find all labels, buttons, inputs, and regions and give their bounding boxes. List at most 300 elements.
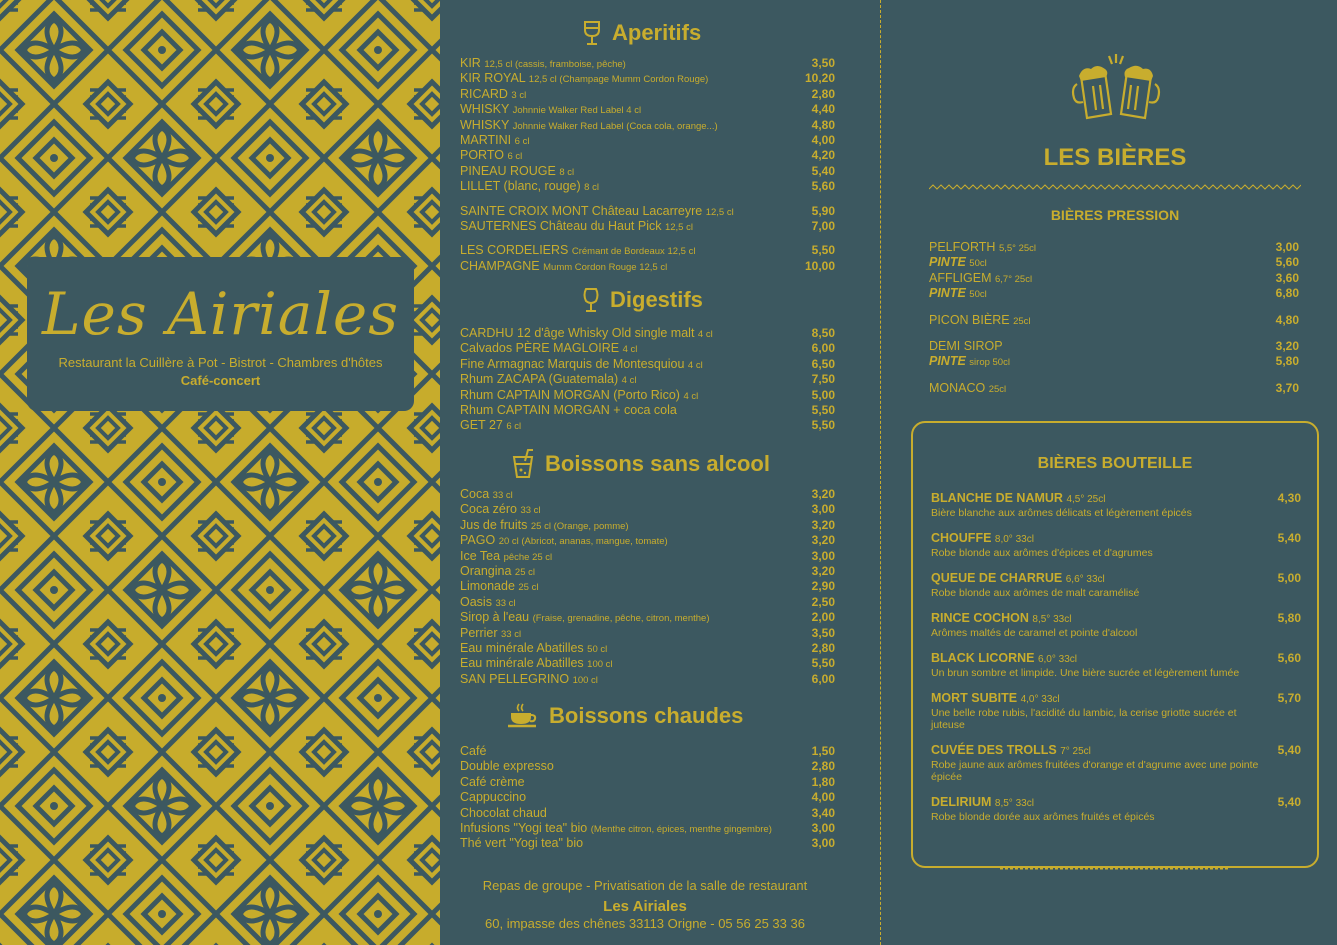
item-label: Calvados PÈRE MAGLOIRE — [460, 341, 620, 356]
item-label: WHISKY — [460, 117, 510, 132]
item-label: Coca — [460, 487, 490, 501]
item-label: SAN PELLEGRINO — [460, 671, 570, 686]
bottle-beer-line — [931, 531, 1301, 547]
menu-item — [460, 148, 835, 163]
bottle-beer-detail: 6,6° 33cl — [1065, 574, 1105, 585]
bottle-beer-detail: 6,0° 33cl — [1037, 654, 1077, 665]
item-name — [460, 204, 734, 220]
item-price: 3,20 — [1275, 338, 1299, 353]
menu-item — [929, 354, 1299, 369]
bottle-beer-description: Un brun sombre et limpide. Une bière sucrée et légèrement fumée — [931, 667, 1240, 679]
item-label: Café crème — [460, 774, 525, 789]
bottle-beer-label: RINCE COCHON — [931, 611, 1029, 625]
item-label: Limonade — [460, 579, 515, 594]
item-price: 3,50 — [811, 625, 835, 640]
bottle-beer-item — [931, 571, 1301, 599]
item-detail: 12,5 cl (cassis, framboise, pêche) — [484, 59, 626, 70]
item-price: 6,00 — [811, 671, 835, 686]
item-detail: 25cl — [1013, 315, 1031, 327]
bottle-beer-name — [931, 691, 1060, 707]
item-name — [929, 313, 1031, 329]
bottle-beer-item — [931, 795, 1301, 823]
bottle-beer-item — [931, 611, 1301, 639]
menu-item — [460, 204, 835, 219]
item-detail: 33 cl — [492, 490, 513, 501]
sans-alcool-heading — [511, 449, 770, 479]
item-name — [929, 271, 1032, 287]
bottle-beer-price: 5,00 — [1277, 571, 1301, 585]
item-price: 1,80 — [811, 774, 835, 789]
spacer — [460, 195, 835, 204]
item-name — [460, 326, 713, 342]
menu-item — [460, 656, 835, 671]
menu-item — [460, 641, 835, 656]
item-detail: 12,5 cl — [705, 206, 734, 218]
menu-item — [460, 259, 835, 274]
item-label: Oasis — [460, 594, 492, 609]
bottle-beer-price: 4,30 — [1277, 491, 1301, 505]
item-name — [929, 255, 987, 271]
menu-item — [929, 286, 1299, 301]
bottle-beer-name — [931, 531, 1034, 547]
menu-item — [460, 341, 835, 356]
bottle-beer-detail: 8,0° 33cl — [994, 534, 1034, 545]
menu-item — [460, 56, 835, 71]
menu-item — [460, 179, 835, 194]
item-detail: 6 cl — [514, 135, 530, 147]
bottle-beer-description: Bière blanche aux arômes délicats et légèrement épicés — [931, 507, 1192, 519]
item-detail: Mumm Cordon Rouge 12,5 cl — [543, 261, 668, 273]
item-name — [460, 372, 636, 388]
brandy-glass-icon — [582, 287, 600, 313]
menu-item — [460, 564, 835, 579]
item-detail: (Menthe citron, épices, menthe gingembre) — [590, 823, 772, 835]
item-detail: 25cl — [988, 383, 1007, 395]
bouteille-title: BIÈRES BOUTEILLE — [1037, 455, 1193, 472]
bottle-beer-description: Robe blonde aux arômes d'épices et d'agrumes — [931, 547, 1153, 559]
item-label: Infusions "Yogi tea" bio — [460, 820, 588, 835]
item-name — [460, 179, 599, 195]
menu-item — [460, 372, 835, 387]
item-name — [460, 56, 626, 72]
menu-item — [929, 381, 1299, 396]
menu-item — [460, 821, 835, 836]
item-label: LES CORDELIERS — [460, 243, 569, 258]
item-price: 10,20 — [804, 71, 835, 86]
bottle-beer-line — [931, 611, 1301, 627]
item-label: PAGO — [460, 533, 496, 548]
menu-item — [460, 326, 835, 341]
item-label: Eau minérale Abatilles — [460, 640, 584, 655]
bottle-beer-name — [931, 651, 1077, 667]
item-price: 3,00 — [811, 502, 835, 517]
item-label: KIR ROYAL — [460, 71, 526, 86]
decorative-pattern-panel — [0, 0, 440, 945]
item-detail: 12,5 cl (Champage Mumm Cordon Rouge) — [528, 74, 709, 86]
beer-mugs-icon — [1071, 54, 1161, 124]
item-name — [460, 403, 677, 418]
bottle-beer-item — [931, 491, 1301, 519]
item-label: Coca zéro — [460, 502, 517, 517]
brand-name: Les Airiales — [42, 280, 399, 348]
bottle-beer-name — [931, 795, 1034, 811]
item-price: 2,50 — [811, 594, 835, 609]
item-label: AFFLIGEM — [929, 270, 992, 285]
item-price: 3,20 — [811, 517, 835, 532]
menu-item — [460, 744, 835, 759]
item-name — [929, 339, 1003, 354]
item-label: MONACO — [929, 380, 986, 395]
item-price: 2,80 — [811, 759, 835, 774]
item-label: DEMI SIROP — [929, 338, 1003, 353]
sans-alcool-title: Boissons sans alcool — [545, 451, 770, 476]
bottle-beer-item — [931, 531, 1301, 559]
item-label: PINTE — [929, 255, 966, 270]
bottle-beer-line — [931, 691, 1301, 707]
menu-item — [929, 240, 1299, 255]
menu-item — [929, 339, 1299, 354]
item-name — [460, 564, 535, 580]
menu-item — [460, 87, 835, 102]
item-price: 10,00 — [804, 258, 835, 273]
item-price: 7,50 — [811, 372, 835, 387]
item-price: 2,00 — [811, 610, 835, 625]
item-price: 2,80 — [811, 640, 835, 655]
menu-item — [460, 806, 835, 821]
item-label: PINTE — [929, 354, 966, 369]
bottle-beer-description: Une belle robe rubis, l'acidité du lambic, la cerise griotte sucrée et juteuse — [931, 707, 1237, 731]
pression-title: BIÈRES PRESSION — [1050, 207, 1180, 223]
menu-item — [460, 403, 835, 418]
item-detail: pêche 25 cl — [503, 551, 553, 563]
bottle-beer-line — [931, 491, 1301, 507]
item-price: 5,40 — [811, 163, 835, 178]
menu-item — [929, 255, 1299, 270]
soda-glass-icon — [511, 449, 535, 479]
item-label: Perrier — [460, 625, 498, 640]
bottle-beer-description: Robe blonde dorée aux arômes fruités et épicés — [931, 811, 1155, 823]
aperitifs-list — [460, 56, 835, 274]
item-price: 5,50 — [811, 243, 835, 258]
bottle-beer-name — [931, 743, 1091, 759]
item-name — [460, 672, 598, 688]
column-divider — [880, 0, 881, 945]
item-detail: 4 cl — [622, 344, 638, 356]
item-price: 2,90 — [811, 579, 835, 594]
item-label: Sirop à l'eau — [460, 610, 530, 625]
menu-item — [460, 243, 835, 258]
item-label: PINTE — [929, 286, 966, 301]
bottle-beer-price: 5,70 — [1277, 691, 1301, 705]
beers-title: LES BIÈRES — [1043, 144, 1187, 171]
item-label: Cappuccino — [460, 790, 527, 805]
item-detail: 100 cl — [572, 674, 598, 686]
item-name — [929, 354, 1010, 370]
item-price: 4,80 — [1275, 312, 1299, 327]
spacer — [929, 302, 1299, 313]
item-name — [460, 656, 613, 672]
item-price: 5,50 — [811, 402, 835, 417]
menu-item — [929, 271, 1299, 286]
item-price: 3,20 — [811, 533, 835, 548]
bottle-beer-item — [931, 691, 1301, 731]
item-name — [460, 626, 521, 642]
menu-item — [460, 790, 835, 805]
bottle-beer-price: 5,40 — [1277, 795, 1301, 809]
item-name — [460, 487, 513, 503]
item-label: Ice Tea — [460, 548, 501, 563]
menu-item — [460, 388, 835, 403]
item-detail: 50cl — [969, 289, 987, 301]
bouteille-list — [931, 491, 1301, 835]
bottle-beer-label: DELIRIUM — [931, 795, 992, 809]
menu-item — [460, 118, 835, 133]
bottle-beer-label: BLANCHE DE NAMUR — [931, 491, 1063, 505]
bottle-beer-line — [931, 651, 1301, 667]
item-name — [460, 243, 695, 259]
menu-item — [460, 610, 835, 625]
menu-item — [460, 549, 835, 564]
item-price: 3,00 — [811, 836, 835, 851]
item-detail: 6 cl — [506, 421, 522, 433]
item-detail: 12,5 cl — [664, 221, 693, 233]
item-name — [460, 518, 629, 534]
item-detail: 8 cl — [559, 166, 575, 178]
bottle-beer-name — [931, 491, 1105, 507]
item-label: CARDHU 12 d'âge Whisky Old single malt — [460, 326, 695, 340]
item-price: 3,50 — [811, 56, 835, 70]
item-price: 4,20 — [811, 148, 835, 163]
bottle-beer-detail: 8,5° 33cl — [1032, 614, 1072, 625]
item-name — [460, 259, 667, 275]
item-label: Fine Armagnac Marquis de Montesquiou — [460, 356, 685, 371]
spacer — [929, 370, 1299, 381]
item-price: 6,50 — [811, 356, 835, 371]
bottle-beer-line — [931, 571, 1301, 587]
item-price: 1,50 — [811, 744, 835, 758]
bottle-beer-price: 5,80 — [1277, 611, 1301, 625]
item-label: CHAMPAGNE — [460, 258, 540, 273]
item-name — [460, 579, 538, 595]
item-detail: 4 cl — [687, 359, 703, 371]
item-price: 3,20 — [811, 487, 835, 501]
item-name — [460, 821, 772, 837]
bottle-beer-item — [931, 743, 1301, 783]
item-name — [460, 610, 710, 626]
bottle-beer-label: BLACK LICORNE — [931, 651, 1035, 665]
bottle-beer-item — [931, 651, 1301, 679]
item-name — [929, 240, 1036, 256]
item-name — [460, 744, 486, 759]
item-name — [460, 219, 693, 235]
spacer — [460, 234, 835, 243]
brand-subtitle-cafe: Café-concert — [180, 373, 261, 388]
bottle-beer-description: Robe jaune aux arômes fruitées d'orange et d'agrume avec une pointe épicée — [931, 759, 1259, 783]
menu-item — [460, 219, 835, 234]
sans-alcool-list — [460, 487, 835, 687]
item-name — [460, 641, 607, 657]
item-detail: 33 cl — [520, 505, 541, 517]
coffee-cup-icon — [507, 703, 539, 729]
item-detail: 4 cl — [683, 390, 699, 402]
item-price: 4,00 — [811, 132, 835, 147]
item-price: 3,00 — [1275, 240, 1299, 254]
item-detail: (Fraise, grenadine, pêche, citron, menthe) — [532, 613, 710, 625]
menu-item — [460, 133, 835, 148]
bottle-beer-detail: 4,0° 33cl — [1020, 694, 1060, 705]
bouteille-box — [911, 421, 1319, 868]
item-detail: 25 cl — [514, 566, 535, 578]
item-label: Eau minérale Abatilles — [460, 656, 584, 671]
menu-item — [460, 533, 835, 548]
bottle-beer-price: 5,40 — [1277, 743, 1301, 757]
item-label: Thé vert "Yogi tea" bio — [460, 836, 584, 851]
item-detail: 4 cl — [697, 329, 713, 340]
item-name — [460, 164, 574, 180]
item-name — [460, 357, 703, 373]
menu-item — [460, 71, 835, 86]
bottle-beer-name — [931, 611, 1071, 627]
item-name — [460, 87, 526, 103]
bottle-beer-line — [931, 795, 1301, 811]
bottle-beer-label: MORT SUBITE — [931, 691, 1018, 705]
item-label: PORTO — [460, 148, 504, 163]
footer-restaurant-name: Les Airiales — [603, 898, 687, 915]
item-detail: 50 cl — [587, 643, 608, 655]
chaudes-list — [460, 744, 835, 852]
aperitifs-title: Aperitifs — [612, 20, 702, 45]
item-label: PINEAU ROUGE — [460, 163, 556, 178]
item-price: 5,80 — [1275, 354, 1299, 369]
bottle-beer-description: Robe blonde aux arômes de malt caramélisé — [931, 587, 1140, 599]
item-price: 3,20 — [811, 563, 835, 578]
menu-item — [460, 595, 835, 610]
dotted-divider — [1000, 866, 1230, 870]
item-label: PICON BIÈRE — [929, 312, 1010, 327]
digestifs-list — [460, 326, 835, 434]
digestifs-title: Digestifs — [610, 287, 703, 312]
menu-item — [460, 518, 835, 533]
menu-item — [460, 626, 835, 641]
bottle-beer-detail: 7° 25cl — [1060, 746, 1091, 757]
item-detail: Johnnie Walker Red Label 4 cl — [512, 105, 642, 117]
item-name — [460, 102, 641, 118]
footer-group-text: Repas de groupe - Privatisation de la salle de restaurant — [482, 878, 808, 893]
item-price: 5,90 — [811, 203, 835, 218]
item-label: SAINTE CROIX MONT Château Lacarreyre — [460, 203, 703, 218]
menu-item — [460, 579, 835, 594]
item-label: LILLET (blanc, rouge) — [460, 179, 581, 194]
menu-item — [460, 487, 835, 502]
spacer — [929, 328, 1299, 339]
bottle-beer-label: CHOUFFE — [931, 531, 992, 545]
menu-item — [460, 102, 835, 117]
aperitifs-heading — [582, 20, 701, 46]
item-price: 3,00 — [811, 548, 835, 563]
item-name — [460, 133, 529, 149]
item-detail: Crémant de Bordeaux 12,5 cl — [571, 246, 696, 258]
bottle-beer-label: QUEUE DE CHARRUE — [931, 571, 1063, 585]
chaudes-title: Boissons chaudes — [549, 703, 744, 728]
item-price: 5,00 — [811, 387, 835, 402]
item-name — [929, 286, 987, 302]
menu-item — [460, 418, 835, 433]
item-price: 5,50 — [811, 656, 835, 671]
bottle-beer-detail: 8,5° 33cl — [994, 798, 1034, 809]
brand-box — [27, 257, 414, 411]
item-label: Jus de fruits — [460, 517, 528, 532]
item-label: Café — [460, 744, 487, 758]
item-name — [460, 502, 541, 518]
item-name — [460, 595, 516, 611]
bottle-beer-label: CUVÉE DES TROLLS — [931, 743, 1057, 757]
item-price: 8,50 — [811, 326, 835, 340]
item-detail: 6,7° 25cl — [995, 273, 1033, 285]
item-detail: 20 cl (Abricot, ananas, mangue, tomate) — [498, 536, 668, 548]
item-name — [460, 806, 547, 821]
item-name — [460, 759, 554, 774]
menu-item — [460, 164, 835, 179]
item-name — [460, 533, 668, 549]
brand-subtitle: Restaurant la Cuillère à Pot - Bistrot - Chambres d'hôtes — [58, 355, 383, 370]
item-detail: 33 cl — [501, 628, 522, 640]
item-label: Chocolat chaud — [460, 805, 547, 820]
item-name — [460, 118, 718, 134]
wine-glass-icon — [582, 20, 602, 46]
item-detail: 3 cl — [511, 89, 527, 101]
item-name — [460, 790, 526, 805]
item-name — [460, 341, 637, 357]
item-label: Rhum CAPTAIN MORGAN + coca cola — [460, 402, 677, 417]
item-label: KIR — [460, 56, 481, 70]
pression-list — [929, 240, 1299, 396]
item-detail: Johnnie Walker Red Label (Coca cola, orange...) — [512, 120, 718, 132]
item-price: 3,60 — [1275, 270, 1299, 285]
item-detail: 6 cl — [507, 151, 523, 163]
item-price: 5,60 — [1275, 255, 1299, 270]
item-label: Orangina — [460, 563, 512, 578]
footer-address: 60, impasse des chênes 33113 Origne - 05 56 25 33 36 — [485, 916, 805, 931]
item-price: 4,80 — [811, 117, 835, 132]
menu-item — [460, 759, 835, 774]
item-price: 3,40 — [811, 805, 835, 820]
zigzag-divider — [929, 184, 1301, 190]
item-detail: 33 cl — [495, 597, 516, 609]
item-label: Rhum ZACAPA (Guatemala) — [460, 372, 619, 387]
menu-item — [460, 836, 835, 851]
item-detail: 25 cl (Orange, pomme) — [530, 520, 629, 532]
item-detail: 5,5° 25cl — [998, 243, 1037, 254]
item-detail: 4 cl — [621, 375, 637, 387]
item-price: 6,80 — [1275, 286, 1299, 301]
bottle-beer-line — [931, 743, 1301, 759]
bottle-beer-description: Arômes maltés de caramel et pointe d'alcool — [931, 627, 1138, 639]
item-price: 4,00 — [811, 790, 835, 805]
item-label: WHISKY — [460, 102, 510, 117]
chaudes-heading — [507, 703, 743, 729]
item-label: SAUTERNES Château du Haut Pick — [460, 218, 662, 233]
geometric-pattern — [0, 0, 440, 945]
item-label: GET 27 — [460, 418, 503, 433]
item-name — [460, 549, 552, 565]
item-label: RICARD — [460, 86, 508, 101]
item-price: 3,70 — [1275, 380, 1299, 395]
menu-item — [460, 672, 835, 687]
item-detail: 25 cl — [518, 582, 539, 594]
item-name — [460, 836, 583, 851]
item-name — [460, 148, 522, 164]
item-name — [460, 71, 708, 87]
